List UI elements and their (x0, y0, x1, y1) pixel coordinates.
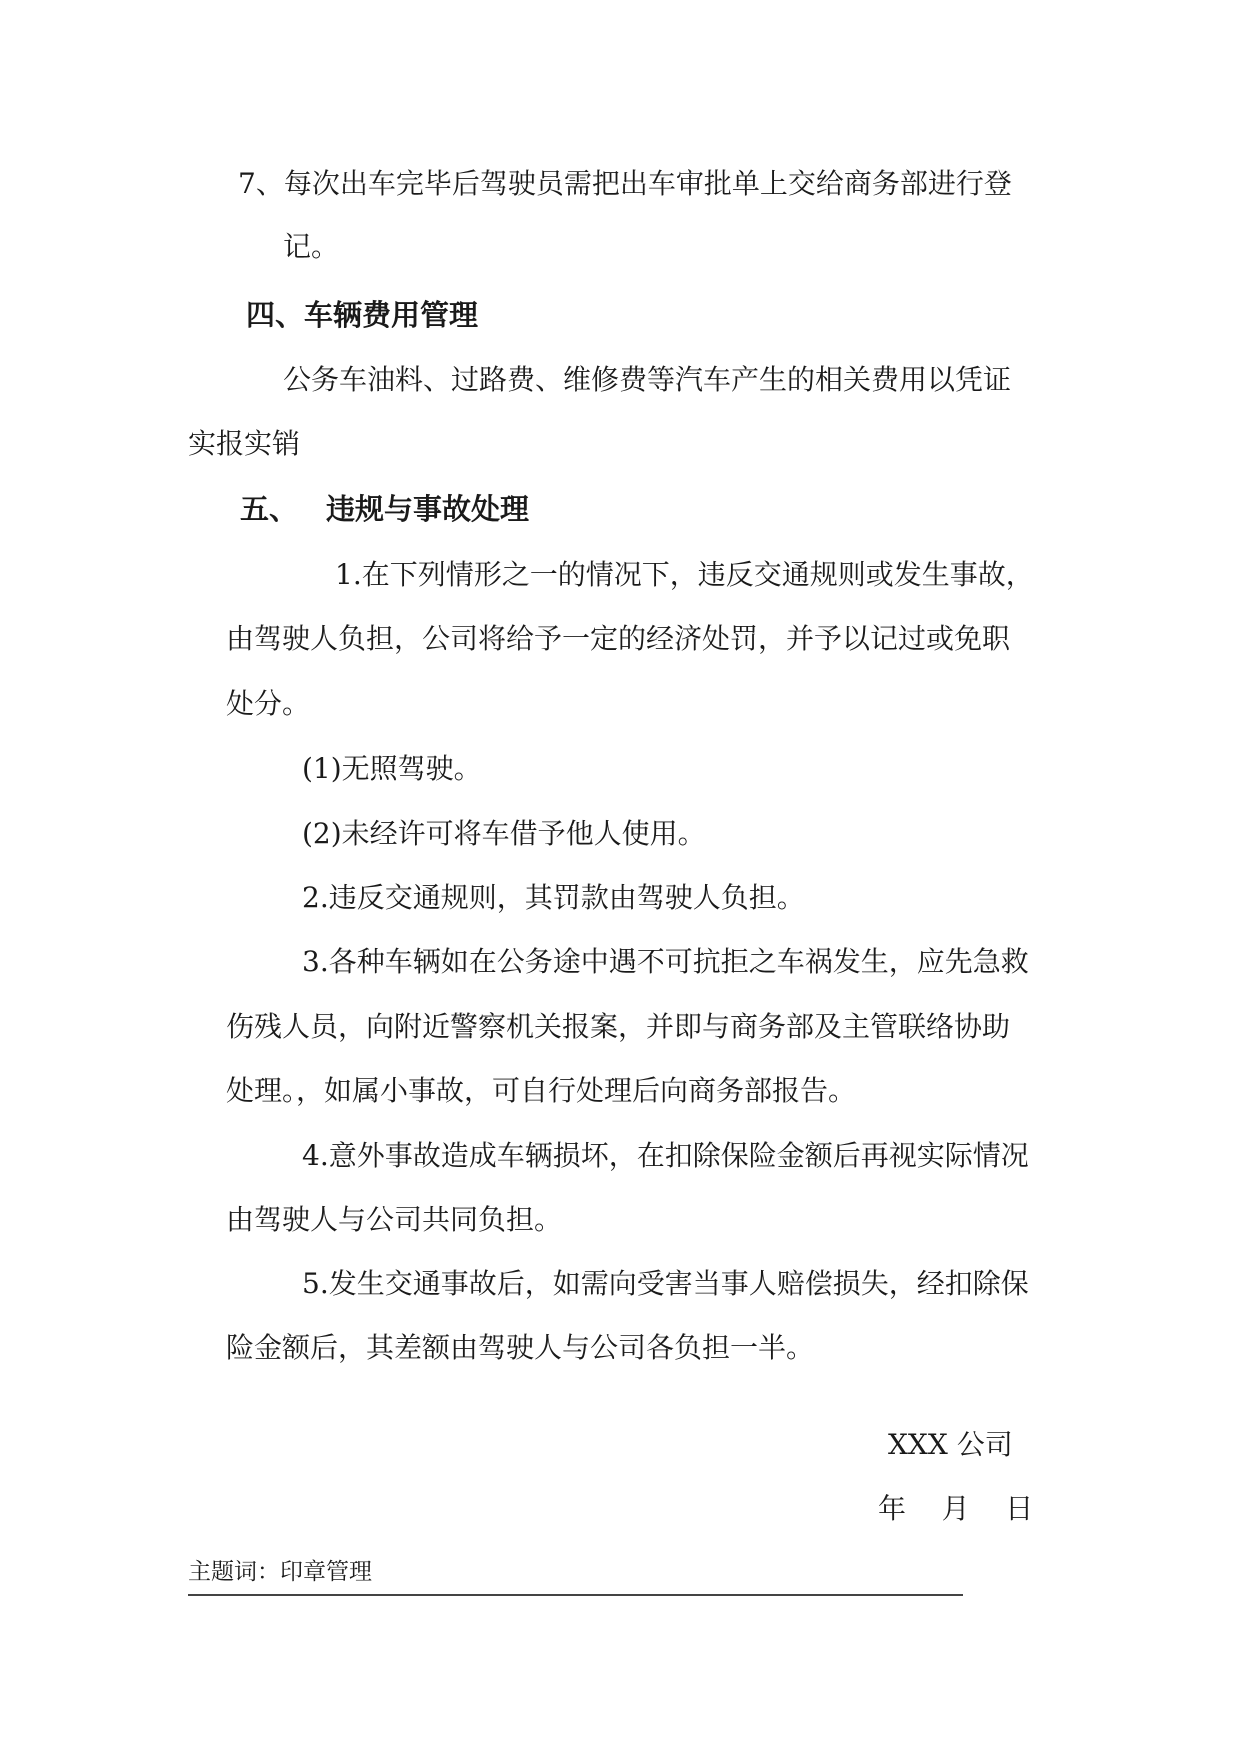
rule1-sub2: (2)未经许可将车借予他人使用。 (302, 817, 706, 850)
item7-line2: 记。 (283, 230, 340, 263)
rule1-line3: 处分。 (226, 687, 311, 720)
signature-company: XXX 公司 (888, 1428, 1013, 1461)
footer-subject: 主题词：印章管理 (188, 1559, 372, 1585)
item7-line1: 7、每次出车完毕后驾驶员需把出车审批单上交给商务部进行登 (238, 167, 1012, 200)
rule3-line2: 伤残人员，向附近警察机关报案，并即与商务部及主管联络协助 (226, 1010, 1011, 1043)
rule4-line2: 由驾驶人与公司共同负担。 (226, 1203, 563, 1236)
section4-para-line1: 公务车油料、过路费、维修费等汽车产生的相关费用以凭证 (283, 363, 1012, 396)
section5-heading-number: 五、 (240, 492, 299, 526)
section4-para-line2: 实报实销 (188, 427, 301, 460)
rule5-line2: 险金额后，其差额由驾驶人与公司各负担一半。 (226, 1331, 815, 1364)
signature-date: 年 月 日 (878, 1492, 1034, 1525)
rule4-line1: 4.意外事故造成车辆损坏，在扣除保险金额后再视实际情况 (302, 1139, 1029, 1172)
rule2: 2.违反交通规则，其罚款由驾驶人负担。 (302, 881, 805, 914)
section5-heading (240, 491, 529, 527)
rule1-sub1: (1)无照驾驶。 (302, 752, 482, 785)
rule5-line1: 5.发生交通事故后，如需向受害当事人赔偿损失，经扣除保 (302, 1267, 1029, 1300)
rule1-line2: 由驾驶人负担，公司将给予一定的经济处罚，并予以记过或免职 (226, 622, 1011, 655)
footer-rule (188, 1594, 963, 1596)
rule1-line1: 1.在下列情形之一的情况下，违反交通规则或发生事故， (335, 558, 1034, 591)
section4-heading: 四、车辆费用管理 (246, 298, 479, 332)
rule3-line1: 3.各种车辆如在公务途中遇不可抗拒之车祸发生，应先急救 (302, 945, 1029, 978)
section5-heading-text: 违规与事故处理 (326, 492, 530, 526)
rule3-line3: 处理。，如属小事故，可自行处理后向商务部报告。 (226, 1074, 857, 1107)
